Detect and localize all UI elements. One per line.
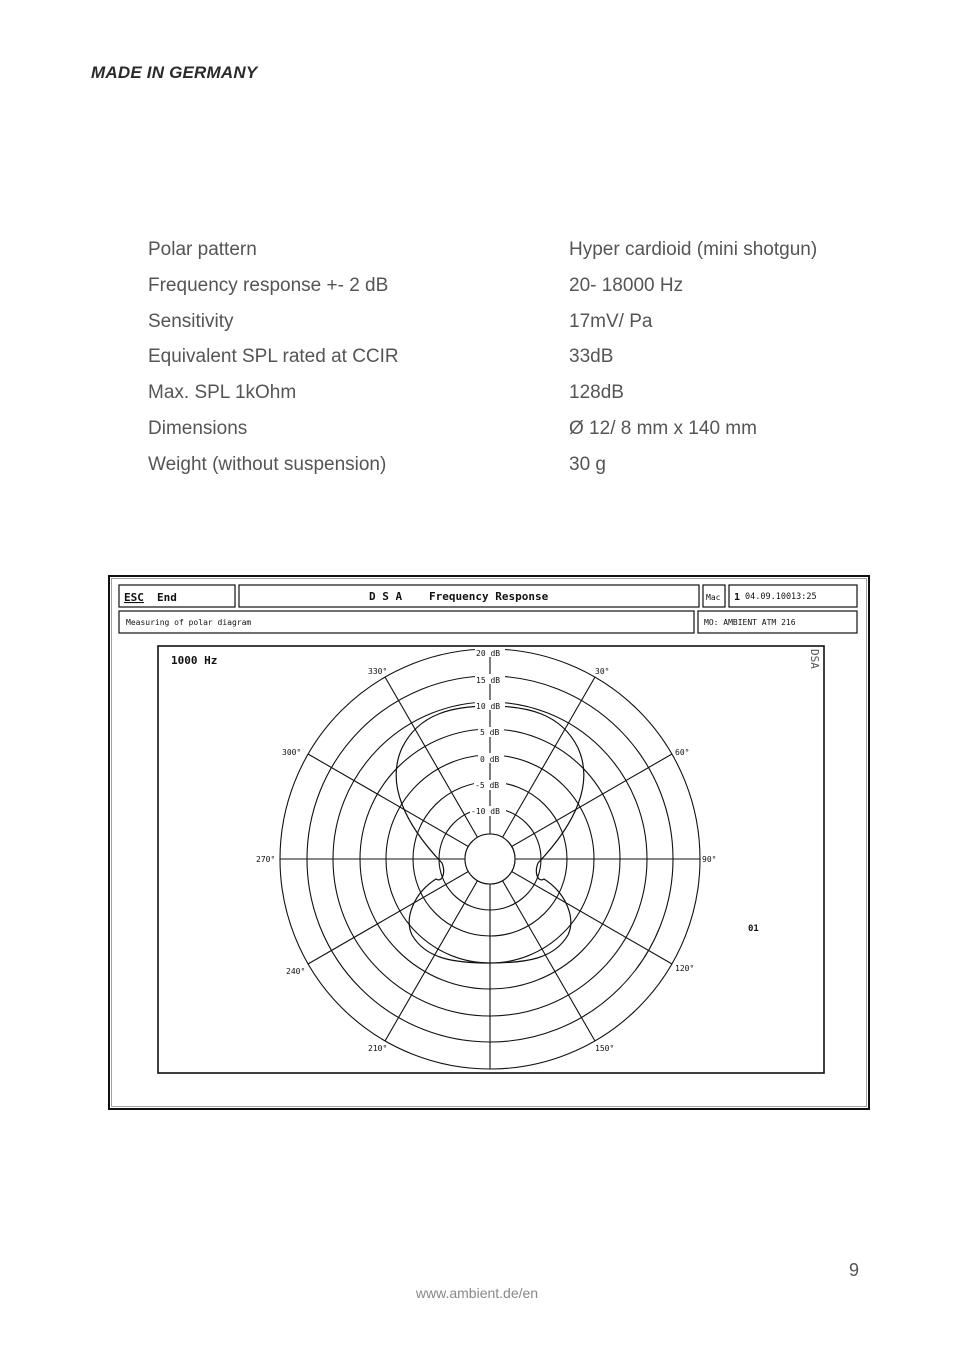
dsa-watermark: DSA (808, 649, 821, 669)
spec-value: 17mV/ Pa (569, 310, 653, 332)
measurement-number: 1 (734, 592, 741, 603)
spec-row (148, 344, 868, 380)
ring-label-20db: 20 dB (476, 649, 501, 658)
subtitle-label: Measuring of polar diagram (126, 618, 252, 627)
spec-label: Dimensions (148, 417, 248, 439)
spec-label: Polar pattern (148, 239, 257, 260)
spec-value: 33dB (569, 346, 614, 368)
esc-label: ESC (124, 591, 144, 604)
angle-label-150: 150° (595, 1044, 615, 1053)
polar-diagram-svg (106, 573, 872, 1113)
polar-grid (280, 649, 700, 1069)
angle-label-210: 210° (368, 1044, 388, 1053)
polar-diagram-figure (106, 573, 872, 1113)
angle-label-60: 60° (675, 748, 690, 757)
spec-label: Max. SPL 1kOhm (148, 382, 297, 404)
ring-label-15db: 15 dB (476, 676, 501, 685)
spec-value: 20- 18000 Hz (569, 274, 684, 296)
spec-row (148, 380, 868, 416)
ring-label-minus5db: -5 dB (475, 781, 500, 790)
spec-value: 128dB (569, 382, 624, 404)
footer-url[interactable]: www.ambient.de/en (415, 1285, 539, 1301)
ring-label-0db: 0 dB (480, 755, 500, 764)
ring-label-10db: 10 dB (476, 702, 501, 711)
spec-row (148, 416, 868, 452)
spec-label: Frequency response +- 2 dB (148, 274, 389, 296)
ring-label-5db: 5 dB (480, 728, 500, 737)
frequency-label: 1000 Hz (171, 654, 218, 667)
curve-id-label: 01 (748, 924, 759, 934)
page-number: 9 (849, 1260, 860, 1280)
mic-label: MO: AMBIENT ATM 216 (704, 618, 796, 627)
spec-label: Equivalent SPL rated at CCIR (148, 346, 399, 368)
angle-label-270: 270° (256, 855, 276, 864)
ring-label-minus10db: -10 dB (471, 807, 500, 816)
end-label: End (157, 591, 177, 604)
spec-row (148, 273, 868, 309)
angle-label-30: 30° (595, 667, 610, 676)
spec-row (148, 452, 868, 488)
frequency-response-title: Frequency Response (429, 590, 549, 603)
spec-label: Sensitivity (148, 310, 234, 332)
angle-label-300: 300° (282, 748, 302, 757)
spec-value: Hyper cardioid (mini shotgun) (569, 239, 818, 260)
angle-label-330: 330° (368, 667, 388, 676)
spec-value: 30 g (569, 453, 606, 475)
dsa-title: D S A (369, 590, 403, 603)
spec-table (148, 237, 868, 488)
angle-label-120: 120° (675, 964, 695, 973)
spec-row (148, 309, 868, 345)
datetime-label: 04.09.10013:25 (745, 592, 817, 602)
center-disc (465, 834, 515, 884)
spec-row (148, 237, 868, 273)
angle-label-240: 240° (286, 967, 306, 976)
spec-label: Weight (without suspension) (148, 453, 387, 475)
header-made-in-germany: MADE IN GERMANY (91, 63, 258, 82)
spec-value: Ø 12/ 8 mm x 140 mm (569, 417, 757, 439)
mac-label: Mac (706, 593, 721, 602)
angle-label-90: 90° (702, 855, 717, 864)
